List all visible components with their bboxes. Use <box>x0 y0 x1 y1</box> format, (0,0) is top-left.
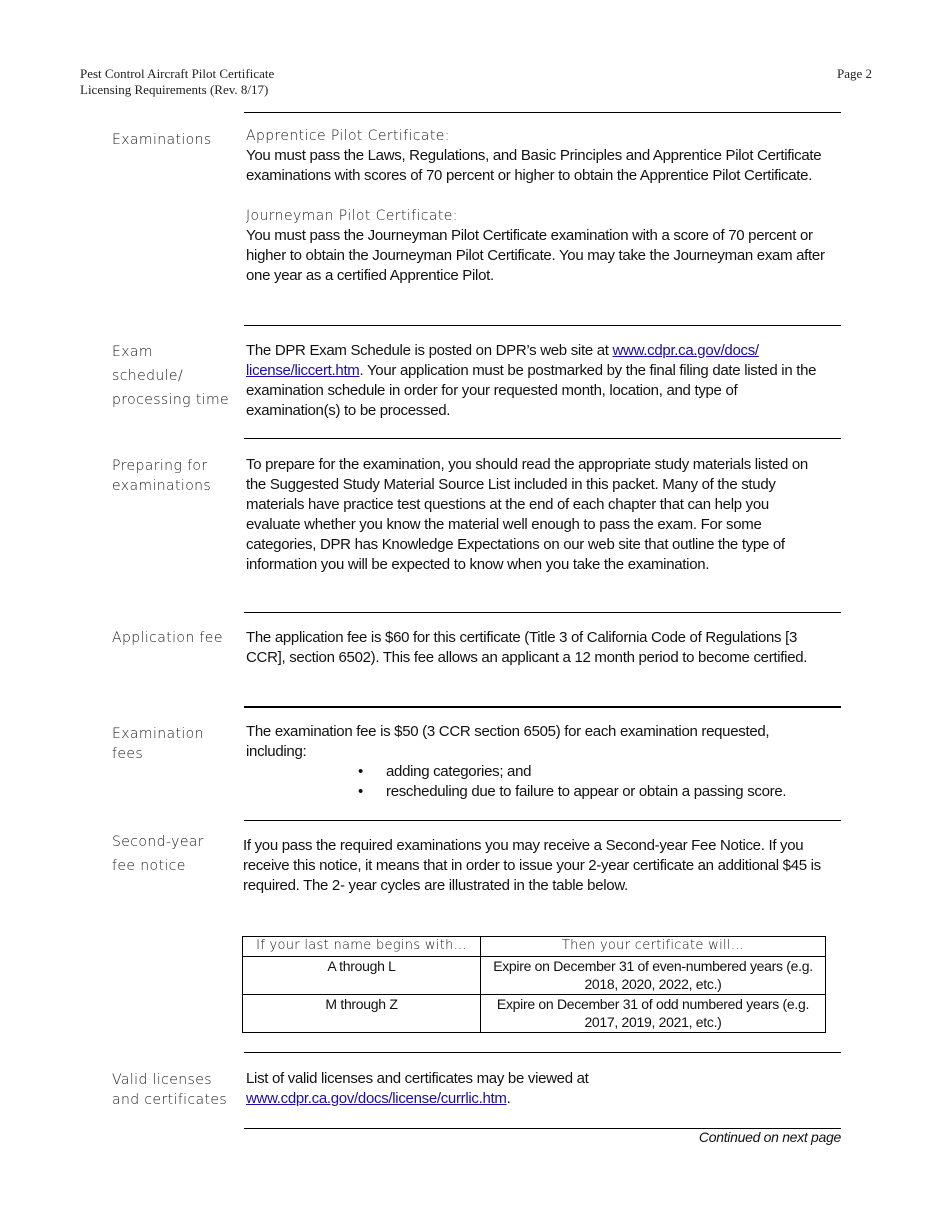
certificate-cycle-table <box>242 936 826 1033</box>
section-label-second-year <box>112 830 237 878</box>
divider <box>244 325 841 326</box>
divider <box>244 820 841 821</box>
label-line: fee notice <box>112 858 186 874</box>
section-label-application-fee: Application fee <box>112 630 223 646</box>
section-body-preparing: To prepare for the examination, you should read the appropriate study materials listed on the Suggested Study Material Source List included in this packet. Many of the study materials have practice test questions at the end of each chapter that can help you evaluate whether you know the material well enough to pass the exam. For some categories, DPR has Knowledge Expectations on our web site that outline the type of information you will be expected to know when you take the examination. <box>246 456 808 573</box>
divider <box>244 438 841 439</box>
valid-licenses-link[interactable]: www.cdpr.ca.gov/docs/license/currlic.htm <box>246 1090 507 1107</box>
label-line: examinations <box>112 478 212 494</box>
label-line: Exam <box>112 344 153 360</box>
document-revision: Licensing Requirements (Rev. 8/17) <box>80 82 269 97</box>
label-line: Examination <box>112 726 204 742</box>
table-cell: Expire on December 31 of even-numbered years (e.g. 2018, 2020, 2022, etc.) <box>481 957 826 995</box>
label-line: processing time <box>112 392 230 408</box>
valid-licenses-text: List of valid licenses and certificates may be viewed at <box>246 1070 589 1087</box>
divider <box>244 1052 841 1053</box>
section-body-examination-fees: The examination fee is $50 (3 CCR section 6505) for each examination requested, including: <box>246 723 770 760</box>
divider <box>244 612 841 613</box>
section-body-second-year: If you pass the required examinations you may receive a Second-year Fee Notice. If you receive this notice, it means that in order to issue your 2-year certificate an additional $45 is required. The 2- year cycles are illustrated in the table below. <box>243 837 821 894</box>
journeyman-heading: Journeyman Pilot Certificate: <box>246 208 458 224</box>
column-header: Then your certificate will… <box>481 937 826 957</box>
table-row <box>243 957 826 995</box>
table-cell: A through L <box>243 957 481 995</box>
list-item: • adding categories; and <box>358 762 786 782</box>
exam-schedule-link[interactable]: www.cdpr.ca.gov/docs/ license/liccert.htm <box>246 342 759 379</box>
page-number: Page 2 <box>836 66 872 81</box>
journeyman-text: You must pass the Journeyman Pilot Certificate examination with a score of 70 percent or higher to obtain the Journeyman Pilot Certificate. You may take the Journeyman exam after one year as a certified Apprentice Pilot. <box>246 227 825 284</box>
label-line: schedule/ <box>112 368 184 384</box>
continued-note: Continued on next page <box>698 1129 841 1145</box>
label-line: Valid licenses <box>112 1072 212 1088</box>
document-title: Pest Control Aircraft Pilot Certificate <box>80 66 275 81</box>
valid-licenses-text-after: . <box>506 1090 511 1107</box>
exam-schedule-text: The DPR Exam Schedule is posted on DPR’s web site at <box>246 342 613 359</box>
label-line: fees <box>112 746 144 762</box>
section-body-application-fee: The application fee is $60 for this certificate (Title 3 of California Code of Regulations [3 CCR], section 6502). This fee allows an applicant a 12 month period to become certified. <box>246 629 808 666</box>
table-row <box>243 995 826 1033</box>
table-cell: M through Z <box>243 995 481 1033</box>
section-body-examinations <box>246 126 826 286</box>
apprentice-text: You must pass the Laws, Regulations, and Basic Principles and Apprentice Pilot Certificate examinations with scores of 70 percent or higher to obtain the Apprentice Pilot Certificate. <box>246 147 822 184</box>
fee-bullet-list <box>358 762 786 802</box>
section-body-exam-schedule <box>246 341 826 421</box>
section-label-examinations: Examinations <box>112 132 212 148</box>
label-line: Preparing for <box>112 458 208 474</box>
divider <box>244 112 841 113</box>
section-label-valid-licenses <box>112 1070 237 1110</box>
list-item: • rescheduling due to failure to appear or obtain a passing score. <box>358 782 786 802</box>
column-header: If your last name begins with… <box>243 937 481 957</box>
table-header-row <box>243 937 826 957</box>
exam-schedule-text-after: . Your application must be postmarked by the final filing date listed in the examination schedule in order for your requested month, location, and type of examination(s) to be processed. <box>246 362 817 419</box>
document-header <box>80 66 274 98</box>
label-line: and certificates <box>112 1092 228 1108</box>
table-cell: Expire on December 31 of odd numbered years (e.g. 2017, 2019, 2021, etc.) <box>481 995 826 1033</box>
divider <box>244 706 841 708</box>
label-line: Second-year <box>112 834 204 850</box>
section-label-exam-schedule <box>112 340 237 412</box>
section-label-preparing <box>112 456 237 496</box>
section-body-valid-licenses <box>246 1069 826 1109</box>
apprentice-heading: Apprentice Pilot Certificate: <box>246 128 450 144</box>
section-label-examination-fees <box>112 724 237 764</box>
